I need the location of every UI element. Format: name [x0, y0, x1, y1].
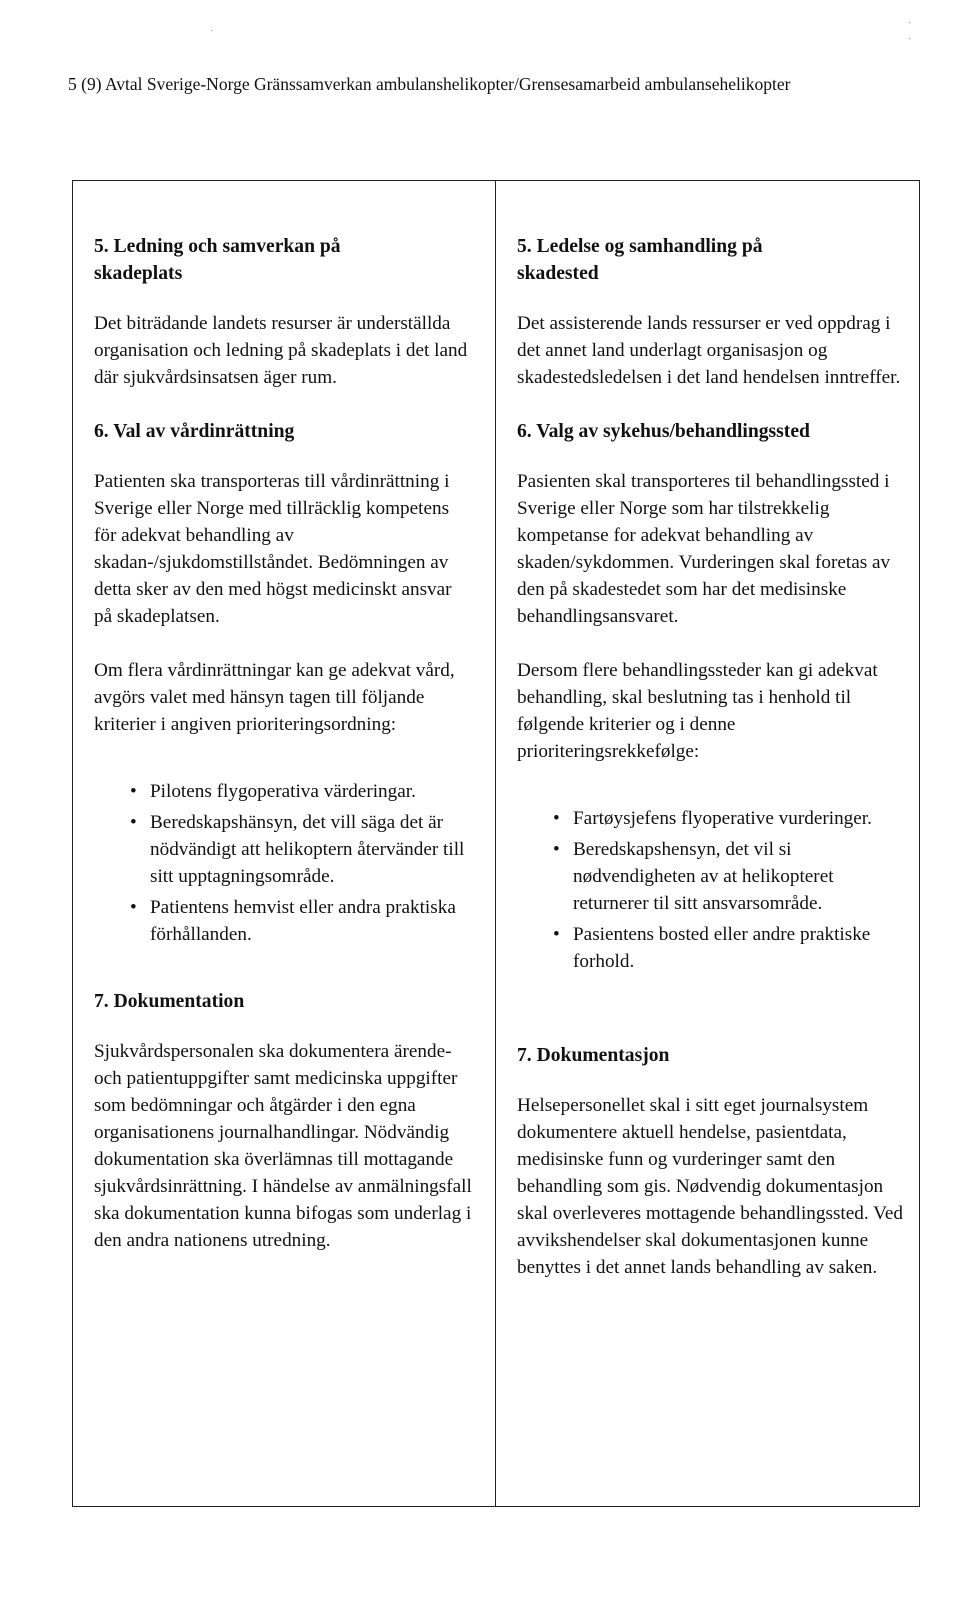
section-6-text1-no: Pasienten skal transporteres til behandlingssted i Sverige eller Norge som har tilstrekkelig kompetanse for adekvat behandling av skaden/sykdommen. Vurderingen skal foretas av den på skadestedet som har det medisinske behandlingsansvaret. [517, 471, 891, 627]
scan-speck: · [908, 18, 912, 29]
section-5-heading-no: 5. Ledelse og samhandling på skadested [517, 236, 763, 284]
criteria-list-sv [94, 778, 470, 948]
section-7-text-no: Helsepersonellet skal i sitt eget journalsystem dokumentere aktuell hendelse, pasientdata, medisinske funn og vurderinger samt den behandling som gis. Nødvendig dokumentasjon skal overleveres mottagende behandlingssted. Ved avvikshendelser skal dokumentasjonen kunne benyttes i det annet lands behandling av saken. [517, 1095, 903, 1278]
criteria-list-no [517, 805, 913, 975]
bilingual-table [72, 180, 920, 1507]
scan-speck: · [210, 26, 214, 37]
section-6-text1-sv: Patienten ska transporteras till vårdinrättning i Sverige eller Norge med tillräcklig kompetens för adekvat behandling av skadan-/sjukdomstillståndet. Bedömningen av detta sker av den med högst medicinskt ansvar på skadeplatsen. [94, 471, 452, 627]
section-6-text2-no: Dersom flere behandlingssteder kan gi adekvat behandling, skal beslutning tas i henhold til følgende kriterier og i denne prioriteringsrekkefølge: [517, 660, 878, 762]
section-6-heading-sv: 6. Val av vårdinrättning [94, 421, 295, 442]
list-item: • Fartøysjefens flyoperative vurderinger. [573, 805, 913, 832]
list-item: • Beredskapshensyn, det vil si nødvendigheten av at helikopteret returnerer til sitt ansvarsområde. [573, 836, 913, 917]
swedish-column [73, 181, 496, 1506]
list-item: • Patientens hemvist eller andra praktiska förhållanden. [150, 894, 470, 948]
scan-speck: · [908, 34, 912, 45]
list-item: • Beredskapshänsyn, det vill säga det är nödvändigt att helikoptern återvänder till sitt upptagningsområde. [150, 809, 470, 890]
section-6-text2-sv: Om flera vårdinrättningar kan ge adekvat vård, avgörs valet med hänsyn tagen till följande kriterier i angiven prioriteringsordning: [94, 660, 455, 735]
bullet-icon: • [553, 924, 560, 945]
bullet-icon: • [553, 839, 560, 860]
bullet-icon: • [553, 808, 560, 829]
section-5-text-no: Det assisterende lands ressurser er ved oppdrag i det annet land underlagt organisasjon og skadestedsledelsen i det land hendelsen inntreffer. [517, 313, 901, 388]
list-item: • Pasientens bosted eller andre praktiske forhold. [573, 921, 913, 975]
section-5-text-sv: Det biträdande landets resurser är underställda organisation och ledning på skadeplats i det land där sjukvårdsinsatsen äger rum. [94, 313, 468, 388]
section-5-heading-sv: 5. Ledning och samverkan på skadeplats [94, 236, 341, 284]
norwegian-column [496, 181, 919, 1506]
section-7-heading-no: 7. Dokumentasjon [517, 1045, 670, 1066]
list-item: • Pilotens flygoperativa värderingar. [150, 778, 470, 805]
section-6-heading-no: 6. Valg av sykehus/behandlingssted [517, 421, 810, 442]
bullet-icon: • [130, 781, 137, 802]
section-7-text-sv: Sjukvårdspersonalen ska dokumentera ärende- och patientuppgifter samt medicinska uppgifter som bedömningar och åtgärder i den egna organisationens journalhandlingar. Nödvändig dokumentation ska överlämnas till mottagande sjukvårdsinrättning. I händelse av anmälningsfall ska dokumentation kunna bifogas som underlag i den andra nationens utredning. [94, 1041, 472, 1251]
bullet-icon: • [130, 897, 137, 918]
section-7-heading-sv: 7. Dokumentation [94, 991, 245, 1012]
bullet-icon: • [130, 812, 137, 833]
page-header: 5 (9) Avtal Sverige-Norge Gränssamverkan ambulanshelikopter/Grensesamarbeid ambulansehelikopter [68, 74, 791, 94]
